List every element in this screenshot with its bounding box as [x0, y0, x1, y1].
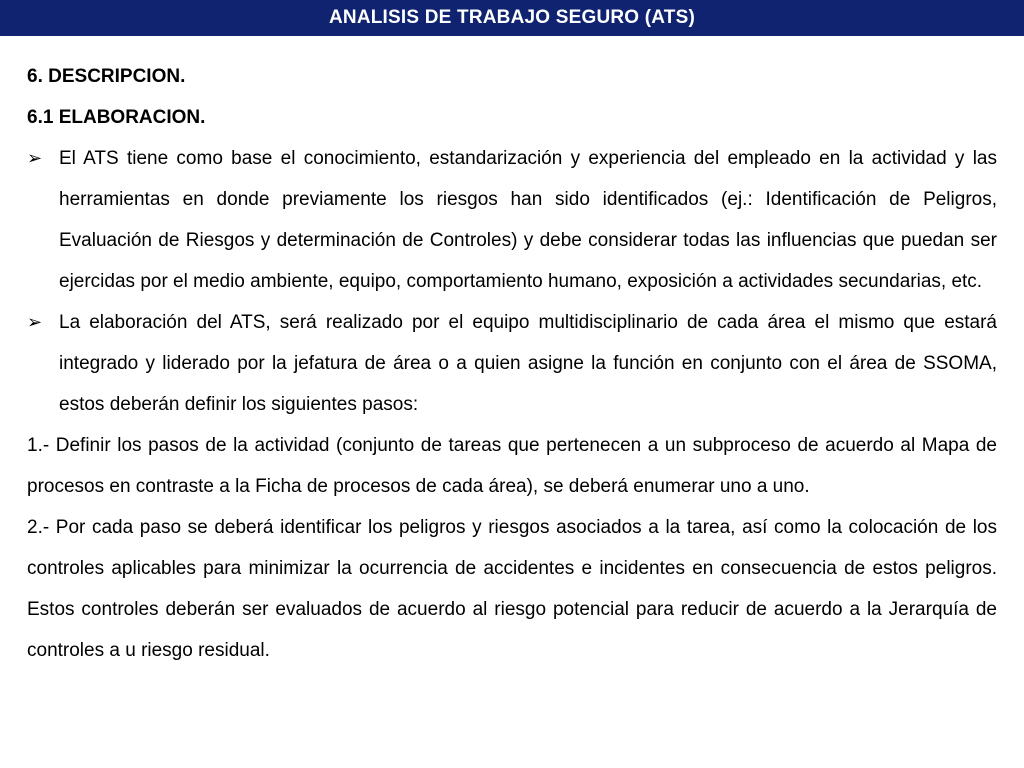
bullet-item [27, 138, 997, 302]
arrow-check-icon: ➢ [27, 148, 43, 168]
content-body [27, 56, 997, 671]
step-paragraph: 1.- Definir los pasos de la actividad (conjunto de tareas que pertenecen a un subproceso de acuerdo al Mapa de procesos en contraste a la Ficha de procesos de cada área), se deberá enumerar uno a uno. [27, 435, 997, 497]
title-bar [0, 0, 1024, 36]
subsection-heading: 6.1 ELABORACION. [27, 107, 206, 128]
section-heading: 6. DESCRIPCION. [27, 66, 186, 87]
bullet-text: El ATS tiene como base el conocimiento, estandarización y experiencia del empleado en la actividad y las herramientas en donde previamente los riesgos han sido identificados (ej.: Identificación de Peligros, Evaluación de Riesgos y determinación de Controles) y debe considerar todas las influencias que puedan ser ejercidas por el medio ambiente, equipo, comportamiento humano, exposición a actividades secundarias, etc. [59, 148, 997, 292]
bullet-text: La elaboración del ATS, será realizado por el equipo multidisciplinario de cada área el mismo que estará integrado y liderado por la jefatura de área o a quien asigne la función en conjunto con el área de SSOMA, estos deberán definir los siguientes pasos: [59, 312, 997, 415]
step-paragraph: 2.- Por cada paso se deberá identificar los peligros y riesgos asociados a la tarea, así como la colocación de los controles aplicables para minimizar la ocurrencia de accidentes e incidentes en consecuencia de estos peligros. Estos controles deberán ser evaluados de acuerdo al riesgo potencial para reducir de acuerdo a la Jerarquía de controles a u riesgo residual. [27, 517, 997, 661]
page-title: ANALISIS DE TRABAJO SEGURO (ATS) [328, 7, 695, 28]
arrow-check-icon: ➢ [27, 312, 43, 332]
bullet-item [27, 302, 997, 425]
